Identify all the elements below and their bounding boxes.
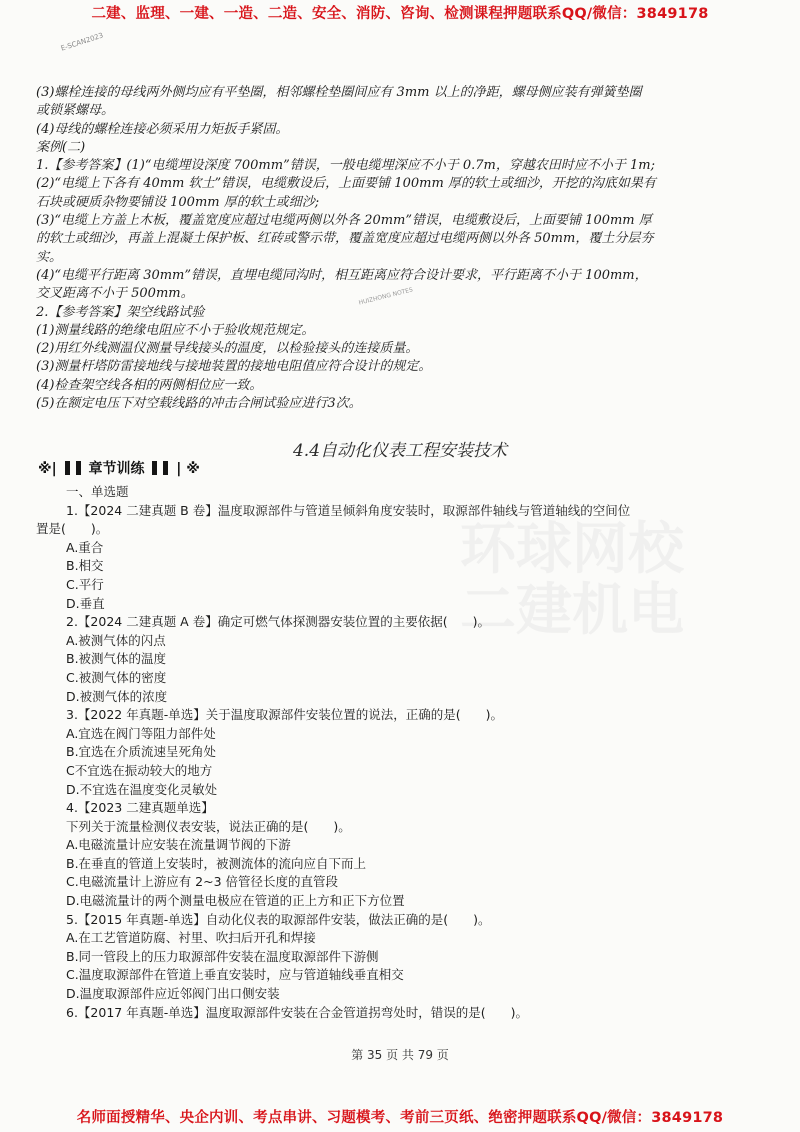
answer-line: (3)“电缆上方盖上木板，覆盖宽度应超过电缆两侧以外各 20mm”错误，电缆敷设后，上面要铺 100mm 厚 xyxy=(36,213,652,229)
scan-stamp-2: HUIZHONG NOTES xyxy=(357,286,414,307)
black-box-icon xyxy=(76,461,81,475)
question-stem: 下列关于流量检测仪表安装，说法正确的是( )。 xyxy=(66,818,351,834)
answer-option: A.被测气体的闪点 xyxy=(66,632,166,648)
black-box-icon xyxy=(65,461,70,475)
chapter-title: 章节训练 xyxy=(88,461,145,477)
answer-line: 案例(二) xyxy=(36,139,86,155)
black-box-icon xyxy=(152,461,157,475)
question-stem: 6.【2017 年真题-单选】温度取源部件安装在合金管道拐弯处时，错误的是( )。 xyxy=(66,1004,528,1020)
answer-line: (4)“电缆平行距离 30mm”错误，直埋电缆同沟时，相互距离应符合设计要求，平行距离不小于 100mm， xyxy=(36,267,648,283)
answer-option: D.电磁流量计的两个测量电极应在管道的正上方和正下方位置 xyxy=(66,893,405,909)
answer-option: C.温度取源部件在管道上垂直安装时，应与管道轴线垂直相交 xyxy=(66,967,404,983)
answer-option: C不宜选在振动较大的地方 xyxy=(66,762,213,778)
question-stem: 3.【2022 年真题-单选】关于温度取源部件安装位置的说法，正确的是( )。 xyxy=(66,707,503,723)
watermark-line-1: 环球网校 xyxy=(460,517,684,582)
answer-option: B.相交 xyxy=(66,558,104,574)
answer-option: C.平行 xyxy=(66,576,104,592)
section-title: 4.4自动化仪表工程安装技术 xyxy=(292,441,508,461)
answer-option: D.温度取源部件应近邻阀门出口侧安装 xyxy=(66,986,280,1002)
answer-line: 或锁紧螺母。 xyxy=(36,103,115,119)
answer-option: C.被测气体的密度 xyxy=(66,669,167,685)
answer-option: B.被测气体的温度 xyxy=(66,651,167,667)
answer-line: 2.【参考答案】架空线路试验 xyxy=(36,304,205,320)
answer-line: (1)测量线路的绝缘电阻应不小于验收规范规定。 xyxy=(36,322,315,338)
question-list xyxy=(36,483,766,1022)
answer-option: A.宜选在阀门等阻力部件处 xyxy=(66,725,216,741)
answer-line: (2)“电缆上下各有 40mm 软土”错误，电缆敷设后，上面要铺 100mm 厚的软土或细沙，开挖的沟底如果有 xyxy=(36,176,656,192)
answer-line: 1.【参考答案】(1)“电缆埋设深度 700mm”错误，一般电缆埋深应不小于 0.7m，穿越农田时应不小于 1m; xyxy=(36,158,655,174)
question-stem: 置是( )。 xyxy=(36,521,109,537)
question-stem: 5.【2015 年真题-单选】自动化仪表的取源部件安装，做法正确的是( )。 xyxy=(66,911,491,927)
answer-line: (2)用红外线测温仪测量导线接头的温度，以检验接头的连接质量。 xyxy=(36,341,419,357)
page-number: 第 35 页 共 79 页 xyxy=(351,1048,449,1062)
question-stem: 1.【2024 二建真题 B 卷】温度取源部件与管道呈倾斜角度安装时，取源部件轴线与管道轴线的空间位 xyxy=(66,502,631,518)
answer-line: (3)螺栓连接的母线两外侧均应有平垫圈，相邻螺栓垫圈间应有 3mm 以上的净距，螺母侧应装有弹簧垫圈 xyxy=(36,85,642,100)
question-stem: 2.【2024 二建真题 A 卷】确定可燃气体探测器安装位置的主要依据( )。 xyxy=(66,614,490,630)
answer-line: (4)母线的螺栓连接必须采用力矩扳手紧固。 xyxy=(36,121,289,137)
black-box-icon xyxy=(163,461,168,475)
answer-line: (4)检查架空线各相的两侧相位应一致。 xyxy=(36,377,263,393)
answer-option: D.不宜选在温度变化灵敏处 xyxy=(66,781,218,797)
promo-banner-bottom: 名师面授精华、央企内训、考点串讲、习题模考、考前三页纸、绝密押题联系QQ/微信：3849178 xyxy=(76,1110,724,1126)
watermark-line-2: 二建机电 xyxy=(460,578,684,643)
answer-option: A.在工艺管道防腐、衬里、吹扫后开孔和焊接 xyxy=(66,930,316,946)
question-stem: 4.【2023 二建真题单选】 xyxy=(66,800,214,816)
answer-line: 的软土或细沙，再盖上混凝土保护板、红砖或警示带，覆盖宽度应超过电缆两侧以外各 50mm，覆土分层夯 xyxy=(36,231,654,247)
chapter-heading xyxy=(38,458,200,478)
answer-option: D.垂直 xyxy=(66,595,105,611)
scan-stamp: E-SCAN2023 xyxy=(59,31,105,53)
chapter-prefix: ※| xyxy=(38,461,57,477)
answer-option: C.电磁流量计上游应有 2~3 倍管径长度的直管段 xyxy=(66,874,339,890)
answer-line: 实。 xyxy=(36,249,63,265)
chapter-suffix: | ※ xyxy=(176,461,200,477)
answer-line: 石块或硬质杂物要铺设 100mm 厚的软土或细沙; xyxy=(36,194,320,210)
answer-option: B.在垂直的管道上安装时，被测流体的流向应自下而上 xyxy=(66,855,367,871)
answer-section xyxy=(36,84,756,413)
part-heading: 一、单选题 xyxy=(66,484,129,499)
answer-option: B.同一管段上的压力取源部件安装在温度取源部件下游侧 xyxy=(66,948,379,964)
promo-banner-top: 二建、监理、一建、一造、二造、安全、消防、咨询、检测课程押题联系QQ/微信：3849178 xyxy=(91,6,709,22)
answer-line: (5)在额定电压下对空载线路的冲击合闸试验应进行3次。 xyxy=(36,396,362,412)
answer-option: A.电磁流量计应安装在流量调节阀的下游 xyxy=(66,837,291,853)
answer-line: 交叉距离不小于 500mm。 xyxy=(36,286,194,302)
answer-option: A.重合 xyxy=(66,539,104,555)
answer-option: D.被测气体的浓度 xyxy=(66,688,168,704)
answer-option: B.宜选在介质流速呈死角处 xyxy=(66,744,217,760)
answer-line: (3)测量杆塔防雷接地线与接地装置的接地电阻值应符合设计的规定。 xyxy=(36,359,432,375)
